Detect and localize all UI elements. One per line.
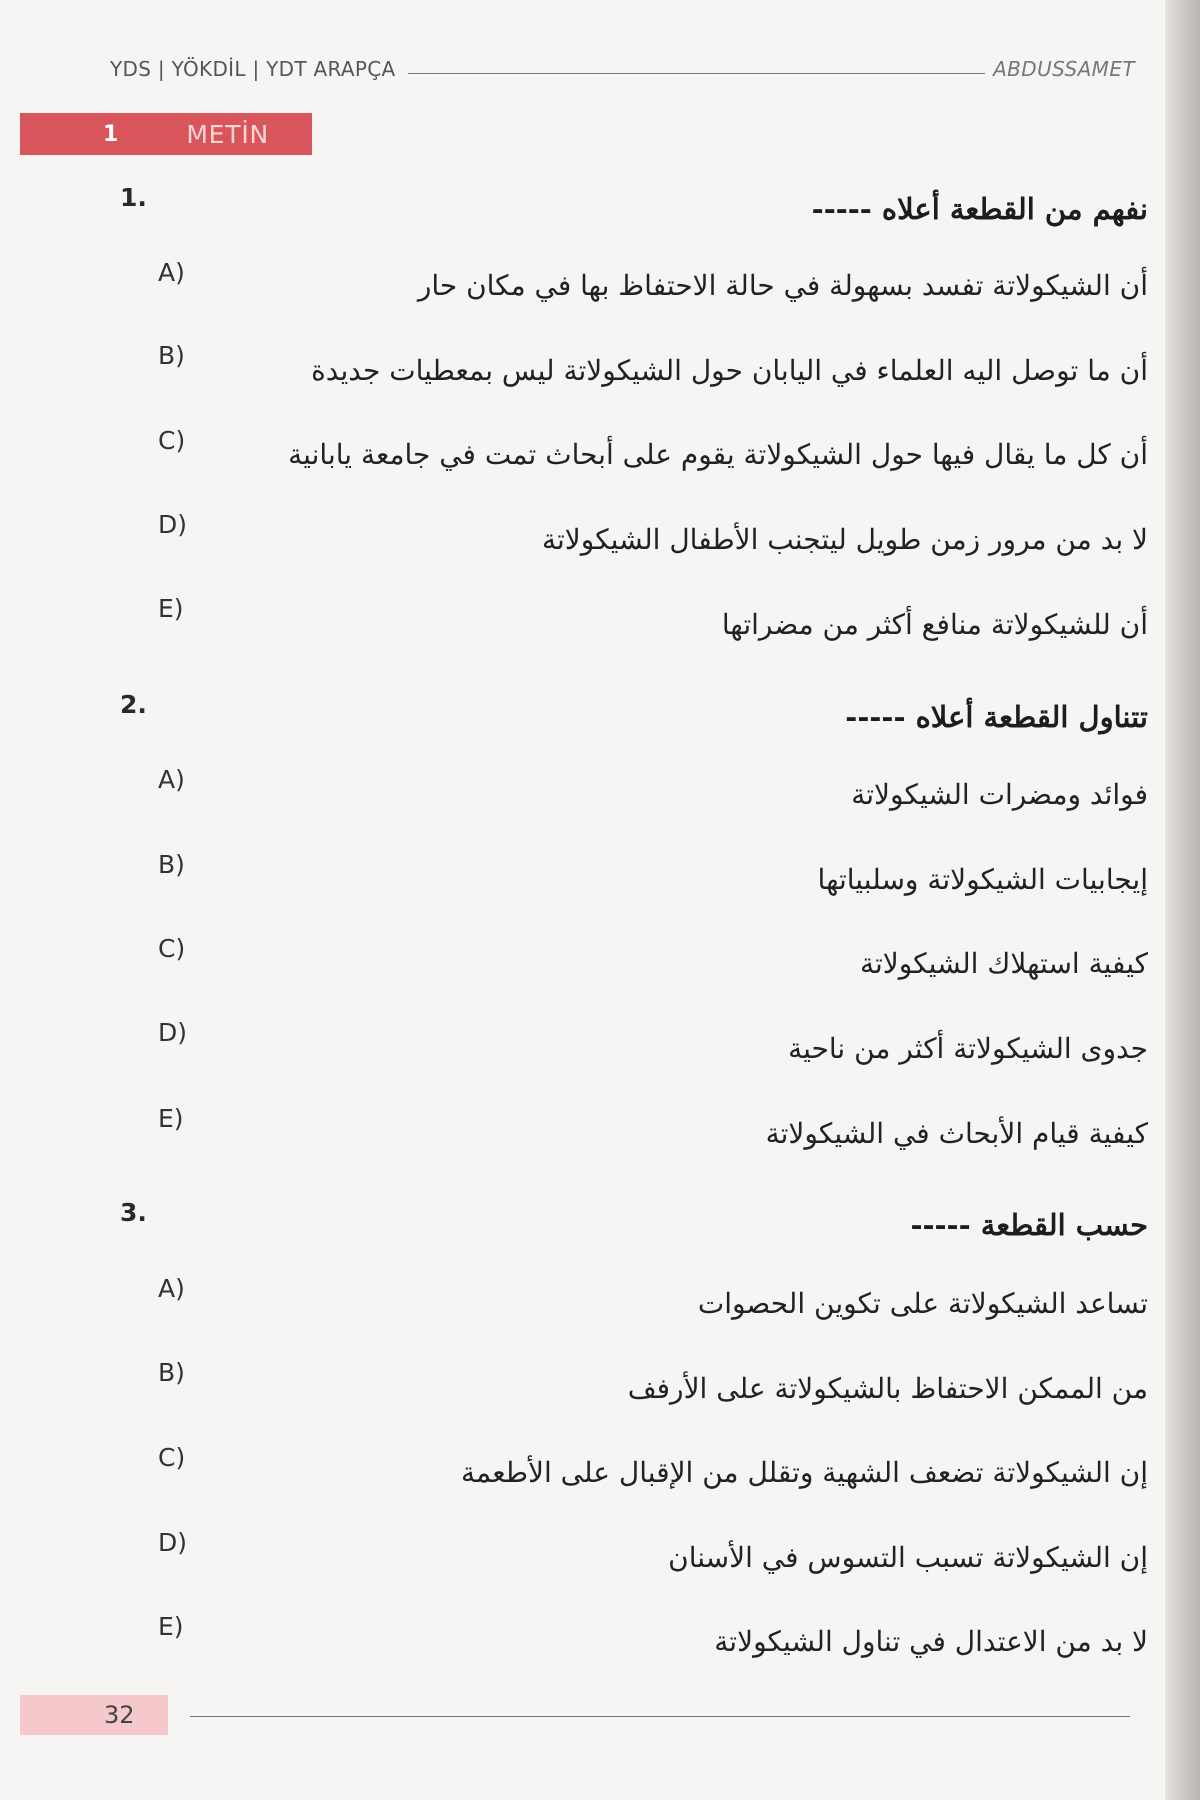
page-edge-shadow <box>1165 0 1200 1800</box>
question-number: 1. <box>120 183 147 212</box>
question-stem: تتناول القطعة أعلاه ----- <box>845 700 1148 734</box>
option-text[interactable]: لا بد من مرور زمن طويل ليتجنب الأطفال الشيكولاتة <box>541 523 1148 556</box>
option-text[interactable]: أن كل ما يقال فيها حول الشيكولاتة يقوم على أبحاث تمت في جامعة يابانية <box>288 438 1148 471</box>
option-letter[interactable]: C) <box>158 1443 186 1472</box>
option-text[interactable]: لا بد من الاعتدال في تناول الشيكولاتة <box>714 1625 1148 1658</box>
option-letter[interactable]: A) <box>158 765 185 794</box>
question-number: 3. <box>120 1198 147 1227</box>
option-text[interactable]: أن للشيكولاتة منافع أكثر من مضراتها <box>721 608 1148 641</box>
option-text[interactable]: إن الشيكولاتة تضعف الشهية وتقلل من الإقبال على الأطعمة <box>461 1456 1148 1489</box>
option-letter[interactable]: B) <box>158 1358 185 1387</box>
option-letter[interactable]: D) <box>158 1528 188 1557</box>
footer-rule <box>190 1716 1130 1717</box>
option-text[interactable]: كيفية قيام الأبحاث في الشيكولاتة <box>765 1117 1148 1150</box>
option-text[interactable]: من الممكن الاحتفاظ بالشيكولاتة على الأرفف <box>627 1372 1148 1405</box>
option-letter[interactable]: E) <box>158 1104 184 1133</box>
option-letter[interactable]: E) <box>158 1612 184 1641</box>
question-stem: نفهم من القطعة أعلاه ----- <box>811 192 1148 226</box>
running-header <box>110 54 1135 84</box>
section-tab <box>20 113 312 155</box>
header-rule <box>408 73 986 74</box>
option-text[interactable]: فوائد ومضرات الشيكولاتة <box>851 778 1148 811</box>
section-number: 1 <box>103 121 119 147</box>
option-text[interactable]: كيفية استهلاك الشيكولاتة <box>859 947 1148 980</box>
option-letter[interactable]: E) <box>158 594 184 623</box>
option-letter[interactable]: A) <box>158 258 185 287</box>
question-number: 2. <box>120 690 147 719</box>
option-text[interactable]: إن الشيكولاتة تسبب التسوس في الأسنان <box>668 1541 1148 1574</box>
option-text[interactable]: إيجابيات الشيكولاتة وسلبياتها <box>817 863 1148 896</box>
option-text[interactable]: جدوى الشيكولاتة أكثر من ناحية <box>788 1032 1148 1065</box>
option-text[interactable]: تساعد الشيكولاتة على تكوين الحصوات <box>697 1287 1148 1320</box>
option-text[interactable]: أن ما توصل اليه العلماء في اليابان حول الشيكولاتة ليس بمعطيات جديدة <box>311 354 1148 387</box>
section-label: METİN <box>186 119 270 149</box>
option-letter[interactable]: C) <box>158 934 186 963</box>
option-text[interactable]: أن الشيكولاتة تفسد بسهولة في حالة الاحتفاظ بها في مكان حار <box>417 269 1148 302</box>
option-letter[interactable]: B) <box>158 850 185 879</box>
option-letter[interactable]: A) <box>158 1274 185 1303</box>
header-book-title: YDS | YÖKDİL | YDT ARAPÇA <box>110 57 396 81</box>
page-number-tab <box>20 1695 168 1735</box>
option-letter[interactable]: D) <box>158 510 188 539</box>
header-author: ABDUSSAMET <box>993 57 1135 81</box>
page-number: 32 <box>104 1701 135 1729</box>
question-stem: حسب القطعة ----- <box>910 1208 1148 1242</box>
option-letter[interactable]: C) <box>158 426 186 455</box>
option-letter[interactable]: B) <box>158 341 185 370</box>
option-letter[interactable]: D) <box>158 1018 188 1047</box>
